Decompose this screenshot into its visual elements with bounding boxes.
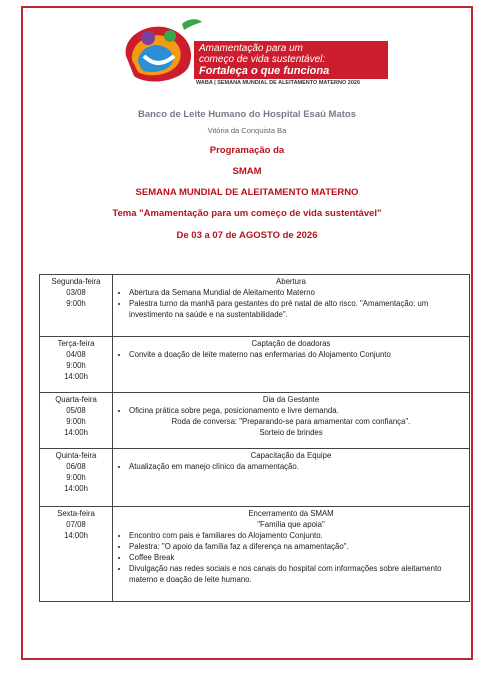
day-name: Quarta-feira xyxy=(55,395,97,404)
day-time: 9:00h xyxy=(66,361,86,370)
day-name: Segunda-feira xyxy=(51,277,101,286)
day-cell xyxy=(40,337,113,393)
activity-cell xyxy=(113,337,470,393)
schedule-row xyxy=(40,337,470,393)
activity-title: Dia da Gestante xyxy=(262,395,320,404)
day-date: 05/08 xyxy=(66,406,86,415)
activity-item: • Oficina prática sobre pega, posicionamento e livre demanda. xyxy=(129,405,467,416)
activity-item: • Palestra turno da manhã para gestantes do pré natal de alto risco. "Amamentação: um investimento na saúde e na sustentabilidade". xyxy=(129,298,467,320)
slogan-line-2: começo de vida sustentável: xyxy=(199,54,326,65)
activity-item: • Abertura da Semana Mundial de Aleitamento Materno xyxy=(129,287,467,298)
slogan-line-3: Fortaleça o que funciona xyxy=(199,65,330,77)
day-time: 14:00h xyxy=(64,428,88,437)
activity-cell xyxy=(113,507,470,602)
schedule-row xyxy=(40,275,470,337)
day-date: 03/08 xyxy=(66,288,86,297)
date-range: De 03 a 07 de AGOSTO de 2026 xyxy=(176,230,318,241)
day-cell xyxy=(40,275,113,337)
city-name: Vitória da Conquista Ba xyxy=(207,126,287,135)
schedule-row xyxy=(40,449,470,507)
slogan-line-1: Amamentação para um xyxy=(199,43,303,54)
activity-title: Captação de doadoras xyxy=(251,339,331,348)
activity-cell xyxy=(113,449,470,507)
activity-item: • Convite a doação de leite materno nas enfermarias do Alojamento Conjunto xyxy=(129,349,467,360)
activity-cell xyxy=(113,393,470,449)
institution-name: Banco de Leite Humano do Hospital Esaú Matos xyxy=(137,109,356,120)
activity-item: • Atualização em manejo clínico da amamentação. xyxy=(129,461,467,472)
day-name: Sexta-feira xyxy=(57,509,95,518)
activity-item: • Encontro com pais e familiares do Alojamento Conjunto. xyxy=(129,530,467,541)
activity-title: Capacitação da Equipe xyxy=(250,451,332,460)
day-date: 04/08 xyxy=(66,350,86,359)
activity-title: Abertura xyxy=(276,277,306,286)
day-time: 14:00h xyxy=(64,372,88,381)
activity-note: Roda de conversa: "Preparando-se para amamentar com confiança". xyxy=(171,417,411,426)
activity-item: • Coffee Break xyxy=(129,552,467,563)
day-time: 14:00h xyxy=(64,484,88,493)
activity-item: • Palestra: "O apoio da família faz a diferença na amamentação". xyxy=(129,541,467,552)
day-cell xyxy=(40,449,113,507)
smam-heading: SMAM xyxy=(232,166,262,177)
activity-cell xyxy=(113,275,470,337)
schedule-row xyxy=(40,507,470,602)
day-name: Terça-feira xyxy=(57,339,95,348)
day-time: 9:00h xyxy=(66,473,86,482)
theme-line: Tema "Amamentação para um começo de vida sustentável" xyxy=(112,208,382,219)
day-date: 07/08 xyxy=(66,520,86,529)
activity-item: • Divulgação nas redes sociais e nos canais do hospital com informações sobre aleitamento materno e doação de leite humano. xyxy=(129,563,467,585)
schedule-row xyxy=(40,393,470,449)
event-full-name: SEMANA MUNDIAL DE ALEITAMENTO MATERNO xyxy=(135,187,359,198)
day-time: 9:00h xyxy=(66,417,86,426)
activity-note: Sorteio de brindes xyxy=(259,428,323,437)
program-heading: Programação da xyxy=(209,145,285,156)
day-name: Quinta-feira xyxy=(55,451,97,460)
day-time: 14:00h xyxy=(64,531,88,540)
activity-subtitle: "Família que apoia" xyxy=(257,520,325,529)
day-cell xyxy=(40,507,113,602)
activity-title: Encerramento da SMAM xyxy=(248,509,334,518)
day-cell xyxy=(40,393,113,449)
slogan-banner xyxy=(194,41,388,79)
day-time: 9:00h xyxy=(66,299,86,308)
logo-subtitle: WABA | SEMANA MUNDIAL DE ALEITAMENTO MATERNO 2026 xyxy=(196,80,361,86)
day-date: 06/08 xyxy=(66,462,86,471)
schedule-table xyxy=(39,274,470,602)
